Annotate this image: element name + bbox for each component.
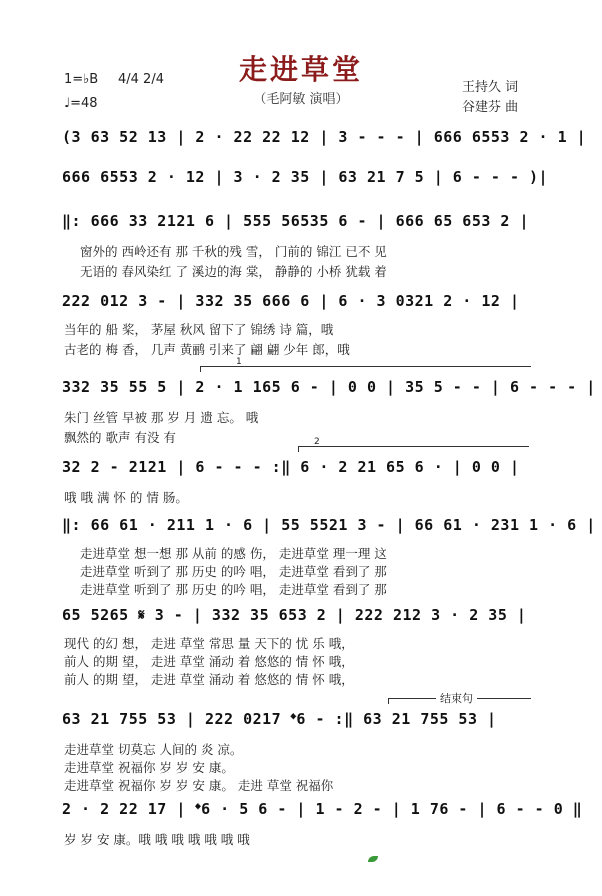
volta-2-label: 2 xyxy=(314,437,320,447)
notation-line-1: (3 63 52 13 | 2 · 22 22 12 | 3 - - - | 666 6553 2 · 1 | xyxy=(62,128,587,146)
tempo: ♩=48 xyxy=(64,96,98,111)
composer: 谷建芬 曲 xyxy=(462,100,519,115)
lyric-line-9a: 走进草堂 切莫忘 人间的 炎 凉。 xyxy=(64,742,243,757)
lyric-line-3a: 窗外的 西岭还有 那 千秋的残 雪， 门前的 锦江 已不 见 xyxy=(80,244,387,259)
song-title: 走进草堂 xyxy=(238,53,363,86)
lyric-line-5b: 飘然的 歌声 有没 有 xyxy=(64,430,176,445)
lyricist: 王持久 词 xyxy=(462,80,519,95)
lyric-line-7b: 走进草堂 听到了 那 历史 的吟 唱， 走进草堂 看到了 那 xyxy=(80,564,387,579)
lyric-line-6a: 哦 哦 满 怀 的 情 肠。 xyxy=(64,490,188,505)
notation-line-9: 63 21 755 53 | 222 0217 𝄌6 - :‖ 63 21 755 53 | xyxy=(62,710,497,728)
lyric-line-7a: 走进草堂 想一想 那 从前 的感 伤， 走进草堂 理一理 这 xyxy=(80,546,387,561)
leaf-icon xyxy=(368,856,378,862)
volta-1-label: 1 xyxy=(236,357,242,367)
volta-1-bracket xyxy=(200,366,531,372)
notation-line-8: 65 5265 𝄋 3 - | 332 35 653 2 | 222 212 3 · 2 35 | xyxy=(62,606,527,624)
lyric-line-10a: 岁 岁 安 康。哦 哦 哦 哦 哦 哦 哦 xyxy=(64,832,250,847)
notation-line-6: 32 2 - 2121 | 6 - - - :‖ 6 · 2 21 65 6 · | 0 0 | xyxy=(62,458,520,476)
ending-label: 结束句 xyxy=(436,690,477,706)
lyric-line-8a: 现代 的幻 想， 走进 草堂 常思 量 天下的 忧 乐 哦， xyxy=(64,636,354,651)
notation-line-4: 222 012 3 - | 332 35 666 6 | 6 · 3 0321 2 · 12 | xyxy=(62,292,520,310)
notation-line-2: 666 6553 2 · 12 | 3 · 2 35 | 63 21 7 5 | 6 - - - )| xyxy=(62,168,549,186)
notation-line-3: ‖: 666 33 2121 6 | 555 56535 6 - | 666 65 653 2 | xyxy=(62,212,530,230)
notation-line-7: ‖: 66 61 · 211 1 · 6 | 55 5521 3 - | 66 61 · 231 1 · 6 | xyxy=(62,516,596,534)
notation-line-10: 2 · 2 22 17 | 𝄌6 · 5 6 - | 1 - 2 - | 1 76 - | 6 - - 0 ‖ xyxy=(62,800,583,818)
lyric-line-8c: 前人 的期 望， 走进 草堂 涌动 着 悠悠的 情 怀 哦， xyxy=(64,672,354,687)
notation-line-5: 332 35 55 5 | 2 · 1 165 6 - | 0 0 | 35 5 - - | 6 - - - | xyxy=(62,378,596,396)
key-signature: 1=♭B xyxy=(64,72,99,87)
lyric-line-4b: 古老的 梅 香， 几声 黄鹂 引来了 翩 翩 少年 郎，哦 xyxy=(64,342,350,357)
lyric-line-9c: 走进草堂 祝福你 岁 岁 安 康。 走进 草堂 祝福你 xyxy=(64,778,334,793)
lyric-line-7c: 走进草堂 听到了 那 历史 的吟 唱， 走进草堂 看到了 那 xyxy=(80,582,387,597)
time-signature: 4/4 2/4 xyxy=(118,72,164,87)
lyric-line-3b: 无语的 春风染红 了 溪边的海 棠， 静静的 小桥 犹载 着 xyxy=(80,264,387,279)
volta-2-bracket xyxy=(298,446,529,452)
lyric-line-8b: 前人 的期 望， 走进 草堂 涌动 着 悠悠的 情 怀 哦， xyxy=(64,654,354,669)
lyric-line-4a: 当年的 船 桨， 茅屋 秋风 留下了 锦绣 诗 篇，哦 xyxy=(64,322,334,337)
performer: （毛阿敏 演唱） xyxy=(253,92,349,107)
lyric-line-5a: 朱门 丝管 早被 那 岁 月 遗 忘。 哦 xyxy=(64,410,259,425)
lyric-line-9b: 走进草堂 祝福你 岁 岁 安 康。 xyxy=(64,760,234,775)
